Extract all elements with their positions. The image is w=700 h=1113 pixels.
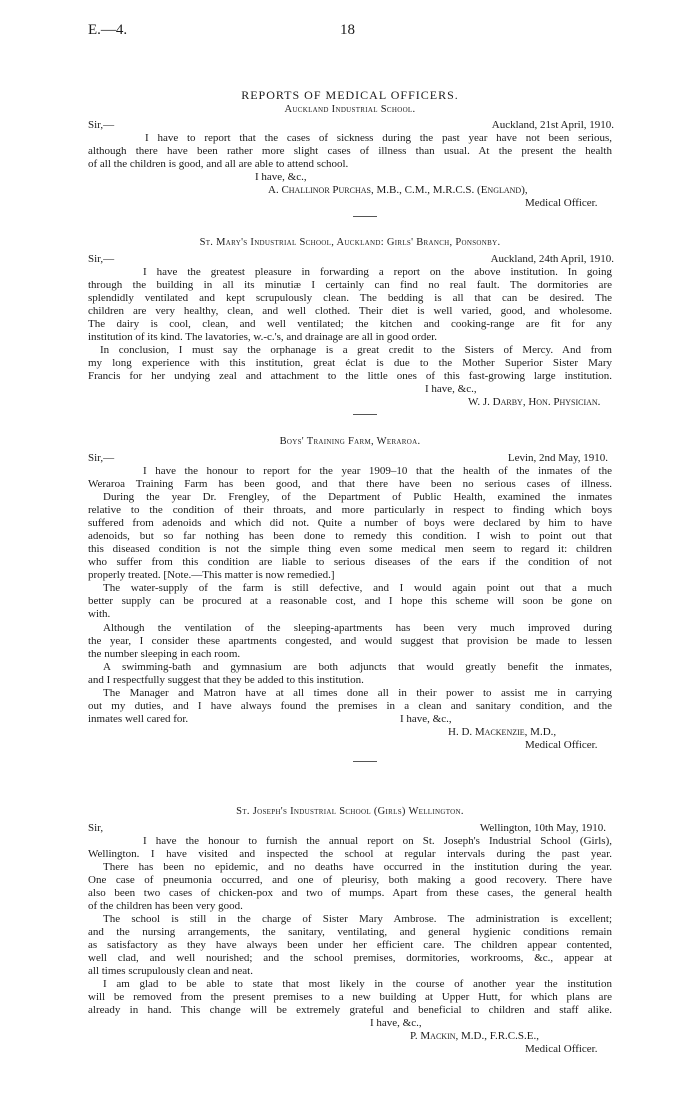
paragraph-line: adenoids, but so far nothing has been done to remedy this condition. I wish to point out that [88, 530, 612, 542]
dateline: Auckland, 21st April, 1910. [491, 119, 614, 131]
page-title: REPORTS OF MEDICAL OFFICERS. [241, 88, 459, 102]
paragraph-line: already in hand. This change will be extremely grateful and beneficial to children and staff alike. [88, 1004, 612, 1016]
paragraph-line: the number sleeping in each room. [88, 648, 241, 660]
paragraph-line: well clad, and well nourished; and the school premises, dormitories, workrooms, &c., appear at [88, 952, 612, 964]
signature: H. D. Mackenzie, M.D., [448, 726, 557, 738]
paragraph-line: will be removed from the present premises to a new building at Upper Hutt, for which plans are [88, 991, 612, 1003]
paragraph-line: Wellington. I have visited and inspected the school at regular intervals during the past year. [88, 848, 612, 860]
paragraph-line: Francis for her undying zeal and attachment to the little ones of this fast-growing large institution. [88, 370, 612, 382]
section-heading: Boys' Training Farm, Weraroa. [279, 436, 421, 447]
paragraph-line: children are very healthy, clean, and well clothed. Their diet is well varied, good, and wholesome. [88, 305, 612, 317]
paragraph-line: who suffer from this condition are liable to serious diseases of the ears if the condition of not [88, 556, 612, 568]
paragraph-line: There has been no epidemic, and no deaths have occurred in the institution during the year. [103, 861, 612, 873]
closing: I have, &c., [255, 171, 307, 183]
paragraph-line: the year, I consider these apartments congested, and would suggest that provision be made to lessen [88, 635, 612, 647]
salutation: Sir, [88, 822, 104, 834]
signatory-role: Medical Officer. [525, 1043, 598, 1055]
paragraph-line: also been two cases of chicken-pox and two of mumps. Apart from these cases, the general health [88, 887, 612, 899]
paragraph-line: suffered from adenoids and which did not. Quite a number of boys were declared by him to have [88, 517, 612, 529]
closing: I have, &c., [425, 383, 477, 395]
divider [353, 414, 377, 415]
paragraph-line: A swimming-bath and gymnasium are both adjuncts that would greatly benefit the inmates, [103, 661, 612, 673]
section-heading: St. Mary's Industrial School, Auckland: Girls' Branch, Ponsonby. [199, 237, 501, 248]
paragraph-line: The Manager and Matron have at all times done all in their power to assist me in carrying [103, 687, 612, 699]
paragraph-line: of the children has been very good. [88, 900, 243, 912]
salutation: Sir,— [88, 253, 115, 265]
paragraph-line: all times scrupulously clean and neat. [88, 965, 253, 977]
salutation: Sir,— [88, 119, 115, 131]
paragraph-line: I have to report that the cases of sickness during the past year have not been serious, [145, 132, 612, 144]
paragraph-line: and I respectfully suggest that they be added to this institution. [88, 674, 364, 686]
divider [353, 216, 377, 217]
paragraph-line: through the building in all its minutiæ I certainly can find no real fault. The dormitories are [88, 279, 612, 291]
paragraph-line: During the year Dr. Frengley, of the Department of Public Health, examined the inmates [103, 491, 612, 503]
paragraph-line: I have the honour to report for the year 1909–10 that the health of the inmates of the [143, 465, 612, 477]
signatory-role: Medical Officer. [525, 739, 598, 751]
paragraph-line: relative to the condition of their throats, and more particularly in respect to finding which boys [88, 504, 612, 516]
paragraph-line: One case of pneumonia occurred, and one of pleurisy, both making a good recovery. There have [88, 874, 612, 886]
paragraph-line: better supply can be procured at a reasonable cost, and I hope this scheme will soon be gone on [88, 595, 612, 607]
closing: I have, &c., [400, 713, 452, 725]
dateline: Auckland, 24th April, 1910. [490, 253, 614, 265]
paragraph-line: The dairy is cool, clean, and well ventilated; the kitchen and cooking-range are fit for any [88, 318, 612, 330]
paragraph-line: Weraroa Training Farm has been good, and that there have been no serious cases of illness. [88, 478, 612, 490]
paragraph-line: as satisfactory as they have always been under her efficient care. The children appear contented, [88, 939, 612, 951]
closing: I have, &c., [370, 1017, 422, 1029]
paragraph-line: I am glad to be able to state that most likely in the course of another year the institution [103, 978, 612, 990]
divider [353, 761, 377, 762]
section-heading: Auckland Industrial School. [284, 104, 416, 115]
paragraph-line: I have the honour to furnish the annual report on St. Joseph's Industrial School (Girls), [143, 835, 612, 847]
paragraph-line: and the nursing arrangements, the sanitary, ventilating, and general hygienic conditions remain [88, 926, 612, 938]
paragraph-line: properly treated. [Note.—This matter is now remedied.] [88, 569, 335, 581]
signature: W. J. Darby, Hon. Physician. [468, 396, 601, 408]
paragraph-line: I have the greatest pleasure in forwarding a report on the above institution. In going [143, 266, 612, 278]
paragraph-line: Although the ventilation of the sleeping-apartments has been very much improved during [103, 622, 612, 634]
paragraph-line: although there have been rather more slight cases of illness than usual. At the present the health [88, 145, 612, 157]
paragraph-line: this diseased condition is not the simple thing even some medical men seem to regard it: children [88, 543, 612, 555]
paragraph-line: of all the children is good, and all are able to attend school. [88, 158, 349, 170]
paragraph-line: In conclusion, I must say the orphanage is a great credit to the Sisters of Mercy. And from [100, 344, 612, 356]
dateline: Levin, 2nd May, 1910. [507, 452, 608, 464]
paragraph-line: with. [88, 608, 111, 620]
page-number: 18 [340, 22, 355, 38]
document-code: E.—4. [88, 22, 128, 38]
paragraph-line: my long experience with this institution, great éclat is due to the Mother Superior Sister Mary [88, 357, 612, 369]
dateline: Wellington, 10th May, 1910. [479, 822, 606, 834]
salutation: Sir,— [88, 452, 115, 464]
signature: P. Mackin, M.D., F.R.C.S.E., [410, 1030, 539, 1042]
paragraph-line: institution of its kind. The lavatories, w.-c.'s, and drainage are all in good order. [88, 331, 438, 343]
paragraph-line: The school is still in the charge of Sister Mary Ambrose. The administration is excellent; [103, 913, 612, 925]
signature: A. Challinor Purchas, M.B., C.M., M.R.C.S. (England), [268, 184, 528, 196]
paragraph-line: out my duties, and I have always found the premises in a clean and sanitary condition, and the [88, 700, 612, 712]
paragraph-line: splendidly ventilated and kept scrupulously clean. The bedding is all that can be desired. The [88, 292, 612, 304]
paragraph-line: inmates well cared for. [88, 713, 189, 725]
signatory-role: Medical Officer. [525, 197, 598, 209]
section-heading: St. Joseph's Industrial School (Girls) Wellington. [236, 806, 464, 817]
paragraph-line: The water-supply of the farm is still defective, and I would again point out that a much [103, 582, 612, 594]
